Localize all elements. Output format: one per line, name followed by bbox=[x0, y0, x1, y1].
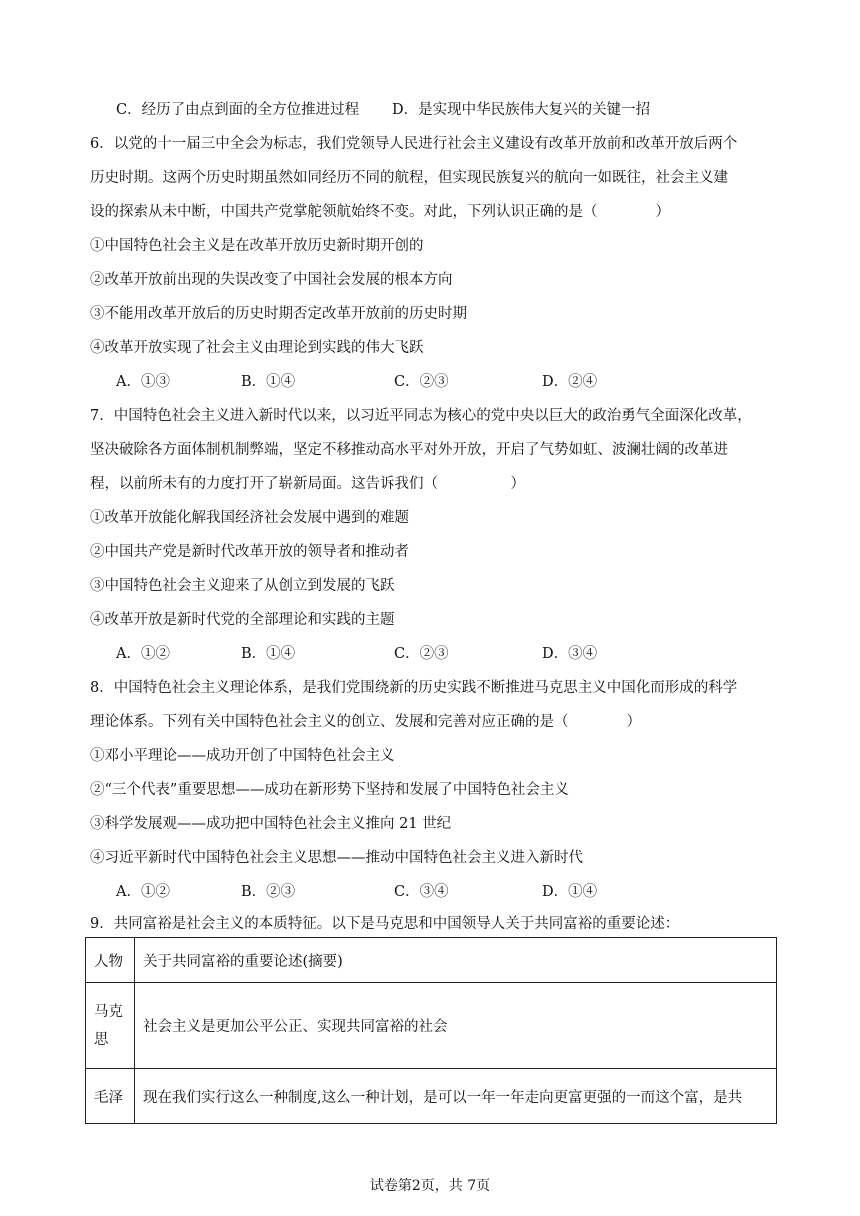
table-header-quote: 关于共同富裕的重要论述(摘要) bbox=[135, 938, 777, 983]
q6-item-4: ④改革开放实现了社会主义由理论到实践的伟大飞跃 bbox=[90, 340, 424, 356]
table-cell-person: 马克思 bbox=[86, 983, 135, 1069]
q8-stem-line-1: 8．中国特色社会主义理论体系，是我们党围绕新的历史实践不断推进马克思主义中国化而形成的科学 bbox=[90, 680, 738, 696]
option-c[interactable]: C．经历了由点到面的全方位推进过程 bbox=[116, 102, 360, 118]
q7-item-4: ④改革开放是新时代党的全部理论和实践的主题 bbox=[90, 612, 395, 628]
q9-stem: 9．共同富裕是社会主义的本质特征。以下是马克思和中国领导人关于共同富裕的重要论述： bbox=[90, 916, 680, 932]
q8-options bbox=[116, 882, 780, 902]
q7-options bbox=[116, 644, 780, 664]
q8-item-3: ③科学发展观——成功把中国特色社会主义推向 21 世纪 bbox=[90, 816, 452, 832]
table-row bbox=[86, 1069, 777, 1124]
table-row bbox=[86, 983, 777, 1069]
q6-stem-line-1: 6．以党的十一届三中全会为标志，我们党领导人民进行社会主义建设有改革开放前和改革开放后两个 bbox=[90, 136, 738, 152]
q7-option-a[interactable]: A．①② bbox=[116, 646, 170, 662]
table-header-row bbox=[86, 938, 777, 983]
q6-stem-line-3: 设的探索从未中断，中国共产党掌舵领航始终不变。对此，下列认识正确的是（ ） bbox=[90, 204, 670, 220]
q7-item-2: ②中国共产党是新时代改革开放的领导者和推动者 bbox=[90, 544, 409, 560]
q6-option-b[interactable]: B．①④ bbox=[241, 374, 296, 390]
q5-options-continued bbox=[116, 100, 780, 120]
quotes-table bbox=[85, 937, 777, 1124]
q8-option-c[interactable]: C．③④ bbox=[394, 884, 449, 900]
q8-stem-line-2: 理论体系。下列有关中国特色社会主义的创立、发展和完善对应正确的是（ ） bbox=[90, 714, 641, 730]
q7-option-b[interactable]: B．①④ bbox=[241, 646, 296, 662]
table-cell-quote: 现在我们实行这么一种制度,这么一种计划，是可以一年一年走向更富更强的一而这个富，是共 bbox=[135, 1069, 777, 1124]
q8-item-4: ④习近平新时代中国特色社会主义思想——推动中国特色社会主义进入新时代 bbox=[90, 850, 583, 866]
q8-item-1: ①邓小平理论——成功开创了中国特色社会主义 bbox=[90, 748, 395, 764]
q7-item-1: ①改革开放能化解我国经济社会发展中遇到的难题 bbox=[90, 510, 409, 526]
table-cell-person: 毛泽 bbox=[86, 1069, 135, 1124]
q6-item-2: ②改革开放前出现的失误改变了中国社会发展的根本方向 bbox=[90, 272, 453, 288]
q8-option-d[interactable]: D．①④ bbox=[542, 884, 598, 900]
page-footer: 试卷第2页，共 7页 bbox=[369, 1178, 491, 1194]
q6-stem-line-2: 历史时期。这两个历史时期虽然如同经历不同的航程，但实现民族复兴的航向一如既往，社会主义建 bbox=[90, 170, 728, 186]
q6-option-c[interactable]: C．②③ bbox=[394, 374, 449, 390]
q8-option-a[interactable]: A．①② bbox=[116, 884, 170, 900]
q6-option-a[interactable]: A．①③ bbox=[116, 374, 170, 390]
q6-item-1: ①中国特色社会主义是在改革开放历史新时期开创的 bbox=[90, 238, 424, 254]
q6-options bbox=[116, 372, 780, 392]
q7-stem-line-2: 坚决破除各方面体制机制弊端，坚定不移推动高水平对外开放，开启了气势如虹、波澜壮阔的改革进 bbox=[90, 442, 728, 458]
q7-stem-line-3: 程，以前所未有的力度打开了崭新局面。这告诉我们（ ） bbox=[90, 476, 525, 492]
q6-option-d[interactable]: D．②④ bbox=[542, 374, 598, 390]
q7-item-3: ③中国特色社会主义迎来了从创立到发展的飞跃 bbox=[90, 578, 395, 594]
option-d[interactable]: D．是实现中华民族伟大复兴的关键一招 bbox=[392, 102, 651, 118]
table-header-person: 人物 bbox=[86, 938, 135, 983]
q8-item-2: ②“三个代表”重要思想——成功在新形势下坚持和发展了中国特色社会主义 bbox=[90, 782, 569, 798]
q7-option-d[interactable]: D．③④ bbox=[542, 646, 598, 662]
q6-item-3: ③不能用改革开放后的历史时期否定改革开放前的历史时期 bbox=[90, 306, 467, 322]
q7-stem-line-1: 7．中国特色社会主义进入新时代以来，以习近平同志为核心的党中央以巨大的政治勇气全面深化改革， bbox=[90, 408, 752, 424]
q8-option-b[interactable]: B．②③ bbox=[241, 884, 296, 900]
table-cell-quote: 社会主义是更加公平公正、实现共同富裕的社会 bbox=[135, 983, 777, 1069]
q7-option-c[interactable]: C．②③ bbox=[394, 646, 449, 662]
